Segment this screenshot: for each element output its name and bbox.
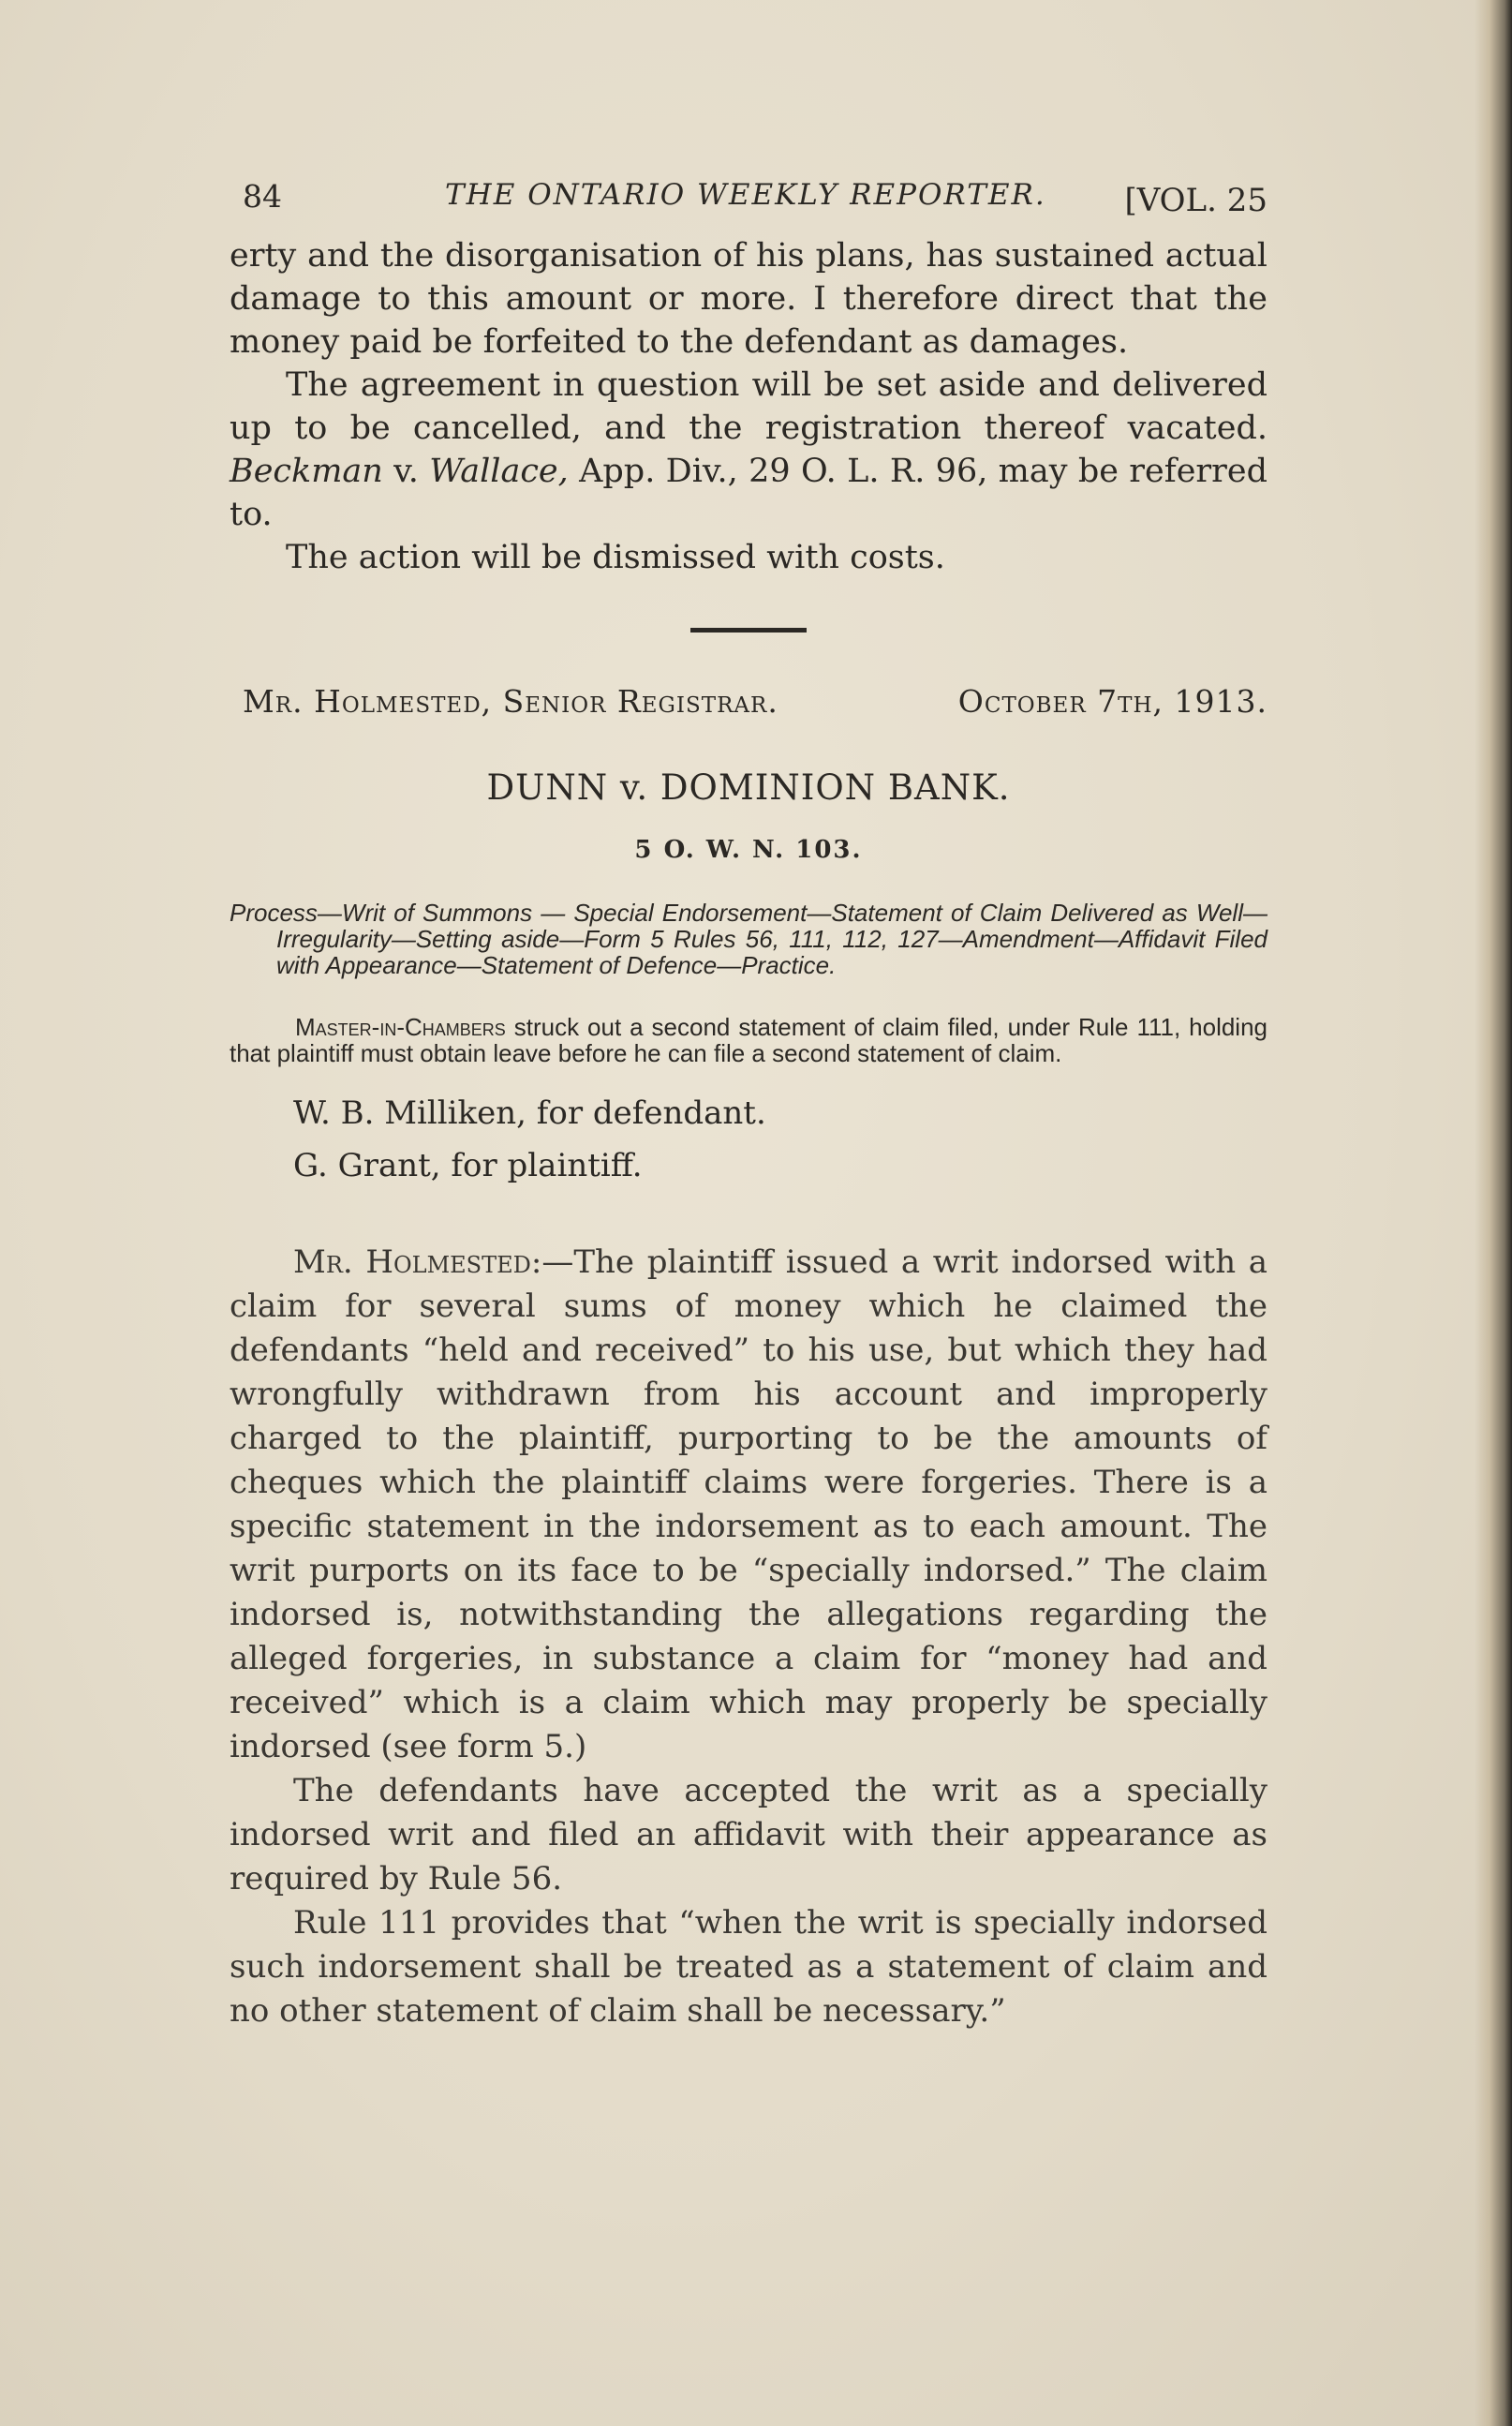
summary-lead: Master-in-Chambers (295, 1013, 506, 1041)
section-divider (690, 628, 807, 633)
decision-date: October 7th, 1913. (957, 683, 1267, 720)
text-run: App. Div., 29 O. L. R. 96, may be referred to. (230, 453, 1267, 533)
case-name: Wallace, (429, 453, 569, 490)
counsel-plaintiff: G. Grant, for plaintiff. (293, 1147, 643, 1184)
headnote: Process—Writ of Summons — Special Endorsement—Statement of Claim Delivered as Well—Irregularity—Setting aside—Form 5 Rules 56, 111, 112, 127—Amendment—Affidavit Filed with Appearance—Statement of Defence—Practice. (230, 899, 1267, 979)
counsel-list (293, 1087, 1267, 1192)
text-run: The agreement in question will be set aside and delivered up to be cancelled, and the registration thereof vacated. (230, 366, 1267, 447)
paragraph: The defendants have accepted the writ as a specially indorsed writ and filed an affidavit with their appearance as required by Rule 56. (230, 1772, 1267, 1898)
page-content (230, 169, 1267, 2033)
judgment-text (230, 1241, 1267, 2033)
case-name: Beckman (230, 453, 383, 490)
previous-case-ending (230, 234, 1267, 579)
book-edge-shadow (1475, 0, 1512, 2426)
page-number: 84 (243, 178, 282, 215)
paragraph: erty and the disorganisation of his plans, has sustained actual damage to this amount or more. I therefore direct that the money paid be forfeited to the defendant as damages. (230, 237, 1267, 361)
paragraph (230, 364, 1267, 536)
speaker: Mr. Holmested (293, 1243, 531, 1281)
case-title: DUNN v. DOMINION BANK. (486, 767, 1011, 808)
counsel-defendant: W. B. Milliken, for defendant. (293, 1094, 766, 1132)
paragraph: The action will be dismissed with costs. (286, 539, 945, 576)
summary-text: struck out a second statement of claim filed, under Rule 111, holding that plaintiff must obtain leave before he can file a second statement of claim. (230, 1013, 1267, 1067)
running-head (230, 169, 1267, 234)
paragraph (230, 1241, 1267, 1769)
volume-label: [VOL. 25 (1124, 182, 1267, 219)
text-run: v. (382, 453, 430, 490)
text-run: :—The plaintiff issued a writ indorsed with a claim for several sums of money which he claimed the defendants “held and received” to his use, but which they had wrongfully withdrawn from his account and improperly charged to the plaintiff, purporting to be the amounts of cheques which the plaintiff claims were forgeries. There is a specific statement in the indorsement as to each amount. The writ purports on its face to be “specially indorsed.” The claim indorsed is, notwithstanding the allegations regarding the alleged forgeries, in substance a claim for “money had and received” which is a claim which may properly be specially indorsed (see form 5.) (230, 1243, 1267, 1765)
paragraph: Rule 111 provides that “when the writ is specially indorsed such indorsement shall be treated as a statement of claim and no other statement of claim shall be necessary.” (230, 1904, 1267, 2030)
judge-line (230, 683, 1267, 730)
judge-name: Mr. Holmested, Senior Registrar. (243, 683, 778, 720)
running-title: THE ONTARIO WEEKLY REPORTER. (445, 178, 1046, 212)
case-citation: 5 O. W. N. 103. (634, 836, 863, 864)
case-summary (230, 1014, 1267, 1066)
